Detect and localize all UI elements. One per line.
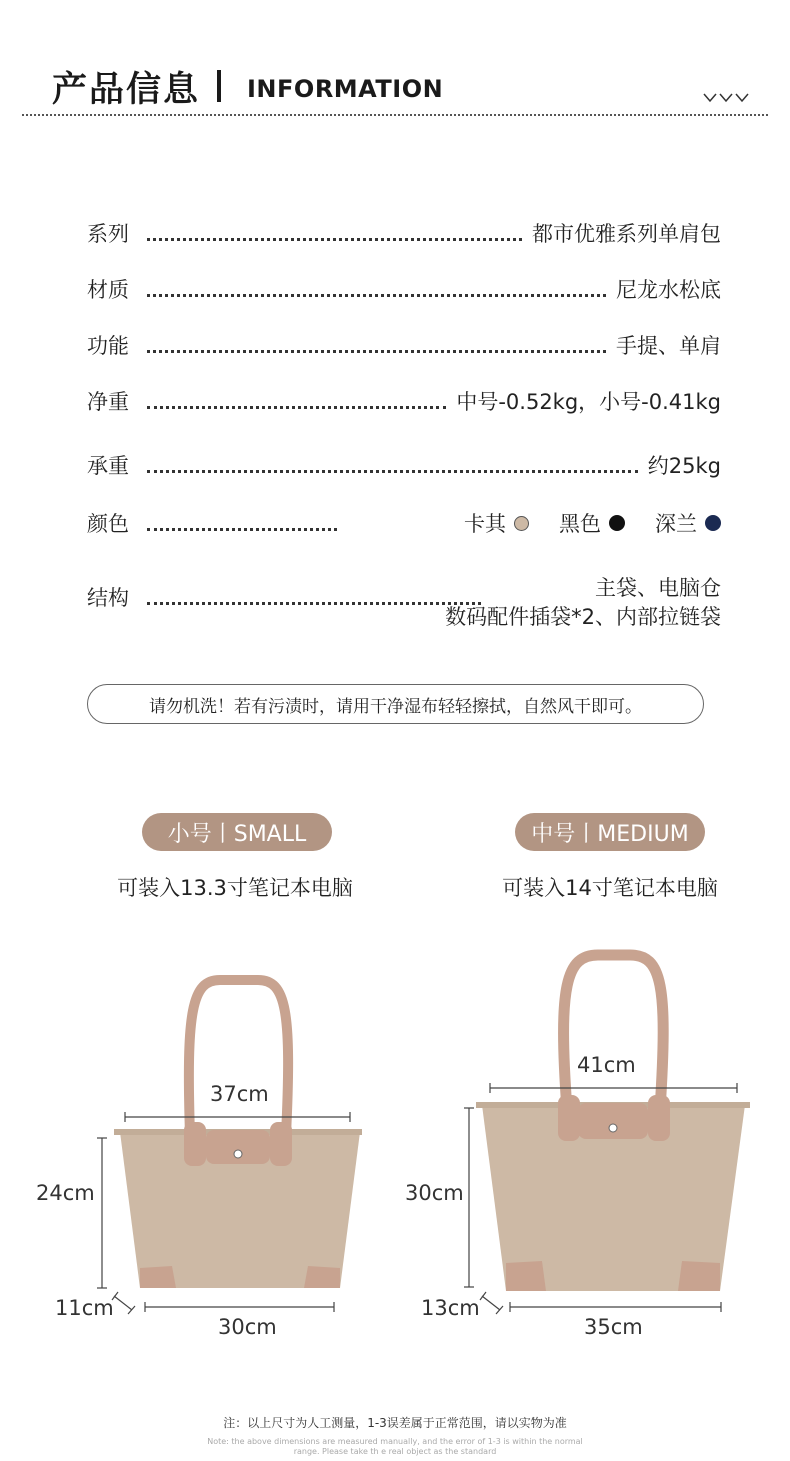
spec-row-colors — [87, 506, 721, 540]
laptop-capacity-small: 可装入13.3寸笔记本电脑 — [117, 876, 353, 900]
spec-row-function — [87, 328, 721, 362]
spec-row-material — [87, 272, 721, 306]
dimension-height-small: 24cm — [36, 1181, 95, 1205]
size-badge-medium: 中号丨MEDIUM — [515, 813, 705, 851]
spec-label: 材质 — [87, 278, 129, 302]
laptop-capacity-medium: 可装入14寸笔记本电脑 — [502, 876, 718, 900]
spec-value: 手提、单肩 — [616, 334, 721, 358]
structure-line-1: 主袋、电脑仓 — [595, 576, 721, 600]
leader-dots — [147, 602, 481, 605]
dimension-depth-small: 11cm — [55, 1296, 114, 1320]
color-name: 深兰 — [655, 512, 697, 536]
leader-dots — [147, 294, 606, 297]
spec-value: 都市优雅系列单肩包 — [532, 222, 721, 246]
spec-label: 净重 — [87, 390, 129, 414]
measurement-note-en — [0, 1437, 790, 1457]
color-swatch-black — [609, 515, 625, 531]
measurement-note-en-line1: Note: the above dimensions are measured manually, and the error of 1-3 is within the normal — [207, 1437, 583, 1446]
leader-dots — [147, 238, 522, 241]
title-divider — [217, 70, 221, 102]
page-title: 产品信息 — [52, 70, 201, 110]
measurement-note-cn: 注：以上尺寸为人工测量，1-3误差属于正常范围，请以实物为准 — [223, 1416, 567, 1430]
leader-dots — [147, 470, 638, 473]
color-option-black — [559, 508, 625, 538]
dimension-height-medium: 30cm — [405, 1181, 464, 1205]
spec-row-structure — [87, 572, 721, 632]
color-swatch-navy — [705, 515, 721, 531]
measurement-note-en-line2: range. Please take th e real object as the standard — [293, 1447, 497, 1456]
dimension-top-width-medium: 41cm — [577, 1053, 636, 1077]
spec-row-weight — [87, 384, 721, 418]
leader-dots — [147, 350, 606, 353]
page-subtitle: INFORMATION — [247, 75, 444, 103]
color-option-khaki — [464, 508, 529, 538]
header-rule — [22, 114, 768, 116]
care-instructions: 请勿机洗！若有污渍时，请用干净湿布轻轻擦拭，自然风干即可。 — [87, 684, 704, 724]
color-swatch-khaki — [514, 516, 529, 531]
color-name: 卡其 — [464, 512, 506, 536]
leader-dots — [147, 406, 446, 409]
spec-value: 尼龙水松底 — [616, 278, 721, 302]
triple-chevron-down-icon — [703, 92, 749, 104]
spec-row-series — [87, 216, 721, 250]
spec-value: 约25kg — [647, 454, 721, 478]
spec-value: 中号-0.52kg，小号-0.41kg — [456, 390, 721, 414]
spec-row-load — [87, 448, 721, 482]
color-option-navy — [655, 508, 721, 538]
dimension-lines-medium — [455, 1080, 755, 1330]
spec-label: 功能 — [87, 334, 129, 358]
leader-dots — [147, 528, 337, 531]
color-name: 黑色 — [559, 512, 601, 536]
spec-label: 颜色 — [87, 512, 129, 536]
dimension-top-width-small: 37cm — [210, 1082, 269, 1106]
spec-label: 承重 — [87, 454, 129, 478]
spec-label: 结构 — [87, 586, 129, 610]
size-badge-small: 小号丨SMALL — [142, 813, 332, 851]
spec-label: 系列 — [87, 222, 129, 246]
dimension-depth-medium: 13cm — [421, 1296, 480, 1320]
structure-line-2: 数码配件插袋*2、内部拉链袋 — [445, 605, 721, 629]
dimension-bottom-width-medium: 35cm — [584, 1315, 643, 1339]
dimension-lines-small — [90, 1100, 380, 1330]
color-options — [434, 508, 721, 538]
dimension-bottom-width-small: 30cm — [218, 1315, 277, 1339]
